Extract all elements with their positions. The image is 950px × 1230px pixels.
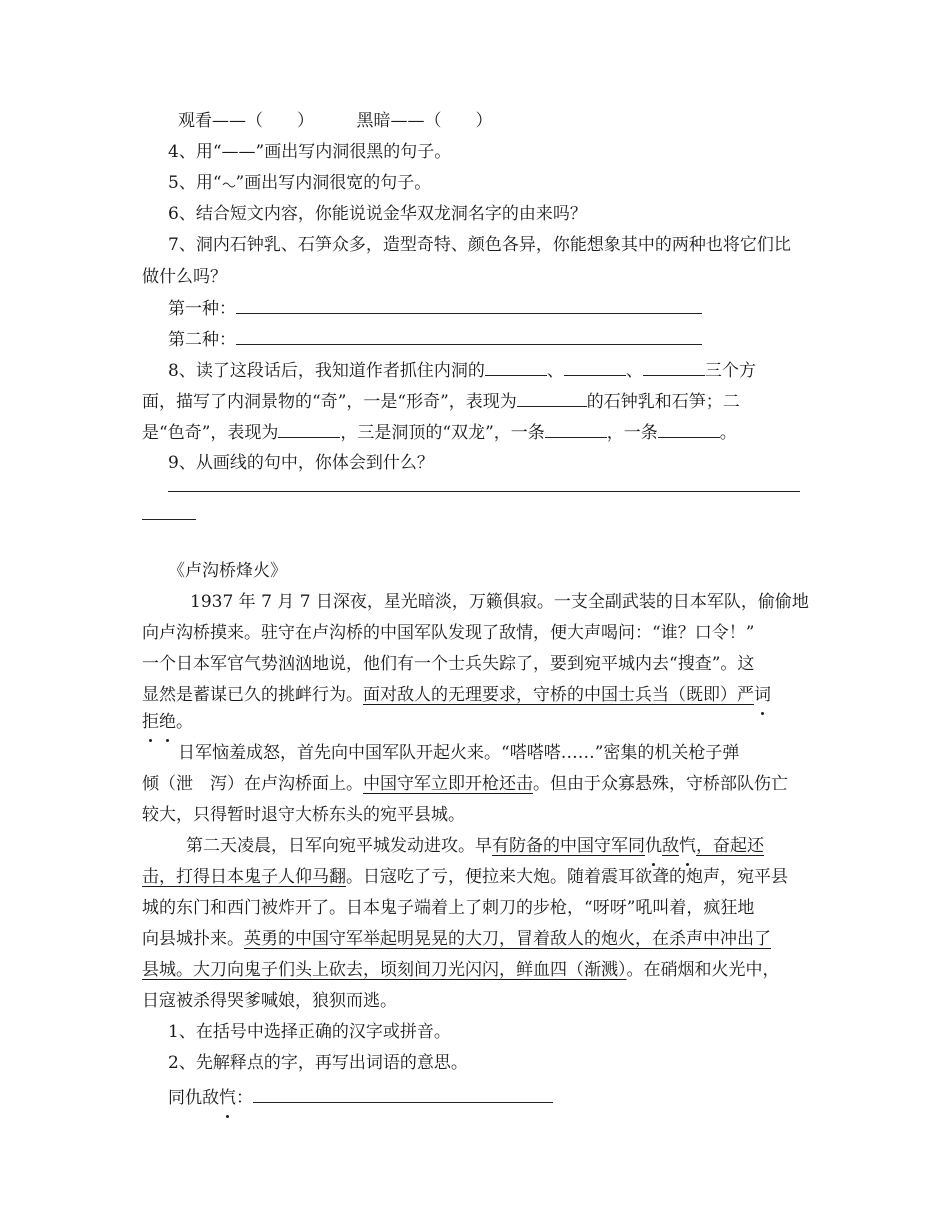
answer-second-kind: 第二种： (168, 328, 702, 351)
underlined-sentence: 英勇的中国守军举起明晃晃的大刀，冒着敌人的炮火，在杀声中冲出了 (244, 929, 771, 949)
question-9: 9、从画线的句中，你体会到什么？ (168, 453, 434, 473)
term-definition-row: 同仇敌忾： (168, 1086, 553, 1109)
antonym-question: 观看——（ ） 黑暗——（ ） (178, 111, 493, 131)
underlined-sentence: 有防备的中国守军同仇敌忾，奋起还 (492, 836, 764, 856)
paragraph-3-line-4: 向县城扑来。英勇的中国守军举起明晃晃的大刀，冒着敌人的炮火，在杀声中冲出了 (142, 929, 771, 949)
question-8-line-2: 面，描写了内洞景物的“奇”，一是“形奇”，表现为 的石钟乳和石笋；二 (142, 392, 740, 412)
paragraph-3-line-3: 城的东门和西门被炸开了。日本鬼子端着上了刺刀的步枪，“呀呀”吼叫着，疯狂地 (142, 898, 755, 918)
passage-question-1: 1、在括号中选择正确的汉字或拼音。 (168, 1022, 451, 1042)
question-7-line-1: 7、洞内石钟乳、石笋众多，造型奇特、颜色各异，你能想象其中的两种也将它们比 (168, 235, 791, 255)
dotted-char: 词 (754, 685, 771, 705)
question-5: 5、用“ ”画出写内洞很宽的句子。 (168, 173, 432, 193)
blank-8-5[interactable] (278, 421, 340, 438)
paragraph-1-line-1: 1937 年 7 月 7 日深夜，星光暗淡，万籁俱寂。一支全副武装的日本军队，偷偷地 (190, 592, 809, 612)
question-8-line-1: 8、读了这段话后，我知道作者抓住内洞的 、 、 三个方 (168, 361, 756, 381)
dotted-char: 忾 (679, 836, 696, 856)
question-4: 4、用“——”画出写内洞很黑的句子。 (168, 142, 452, 162)
paragraph-1-line-3: 一个日本军官气势汹汹地说，他们有一个士兵失踪了，要到宛平城内去“搜查”。这 (142, 654, 755, 674)
underlined-sentence: 面对敌人的无理要求，守桥的中国士兵当（既即）严词 (363, 685, 771, 705)
dotted-char: 绝 (159, 712, 176, 732)
answer-line-9a[interactable] (168, 491, 800, 492)
dotted-char: 仇 (645, 836, 662, 856)
paragraph-1-line-4: 显然是蓄谋已久的挑衅行为。面对敌人的无理要求，守桥的中国士兵当（既即）严词 (142, 685, 771, 705)
dotted-char: 拒 (142, 712, 159, 732)
answer-line-9b[interactable] (142, 519, 196, 520)
wavy-line-icon (222, 179, 236, 189)
blank-8-6[interactable] (545, 421, 607, 438)
underlined-sentence-end (142, 712, 176, 732)
paragraph-3-line-2: 击，打得日本鬼子人仰马翻。日寇吃了亏，便拉来大炮。随着震耳欲聋的炮声，宛平县 (142, 867, 788, 887)
passage-title: 《卢沟桥烽火》 (168, 561, 287, 581)
paragraph-2-line-3: 较大，只得暂时退守大桥东头的宛平县城。 (142, 805, 465, 825)
paragraph-3-line-6: 日寇被杀得哭爹喊娘，狼狈而逃。 (142, 991, 397, 1011)
dotted-char: 忾 (219, 1088, 236, 1108)
blank-8-2[interactable] (564, 359, 626, 376)
paragraph-3-line-5: 县城。大刀向鬼子们头上砍去，顷刻间刀光闪闪，鲜血四（渐溅）。在硝烟和火光中， (142, 960, 780, 980)
answer-blank-first[interactable] (236, 297, 702, 314)
underlined-sentence-end: 县城。大刀向鬼子们头上砍去，顷刻间刀光闪闪，鲜血四（渐溅） (142, 960, 627, 980)
underlined-sentence: 中国守军立即开枪还击 (363, 774, 533, 794)
paragraph-2-line-2: 倾（泄 泻）在卢沟桥面上。中国守军立即开枪还击。但由于众寡悬殊，守桥部队伤亡 (142, 774, 788, 794)
question-8-line-3: 是“色奇”，表现为 ，三是洞顶的“双龙”，一条 ，一条 。 (142, 423, 737, 443)
answer-first-kind: 第一种： (168, 297, 702, 320)
answer-blank-term[interactable] (253, 1086, 553, 1103)
question-6: 6、结合短文内容，你能说说金华双龙洞名字的由来吗？ (168, 204, 587, 224)
blank-8-7[interactable] (658, 421, 720, 438)
blank-8-4[interactable] (517, 390, 587, 407)
blank-8-1[interactable] (485, 359, 547, 376)
paragraph-3-line-1: 第二天凌晨，日军向宛平城发动进攻。早有防备的中国守军同仇敌忾，奋起还 (186, 836, 764, 856)
underlined-sentence-end: 击，打得日本鬼子人仰马翻 (142, 867, 346, 887)
blank-8-3[interactable] (643, 359, 705, 376)
paragraph-1-line-5: 拒绝。 (142, 712, 193, 732)
paragraph-2-line-1: 日军恼羞成怒，首先向中国军队开起火来。“嗒嗒嗒……”密集的机关枪子弹 (178, 743, 740, 763)
paragraph-1-line-2: 向卢沟桥摸来。驻守在卢沟桥的中国军队发现了敌情，便大声喝问：“谁？口令！” (142, 623, 755, 643)
passage-question-2: 2、先解释点的字，再写出词语的意思。 (168, 1053, 468, 1073)
question-7-line-2: 做什么吗？ (142, 267, 227, 287)
answer-blank-second[interactable] (236, 328, 702, 345)
